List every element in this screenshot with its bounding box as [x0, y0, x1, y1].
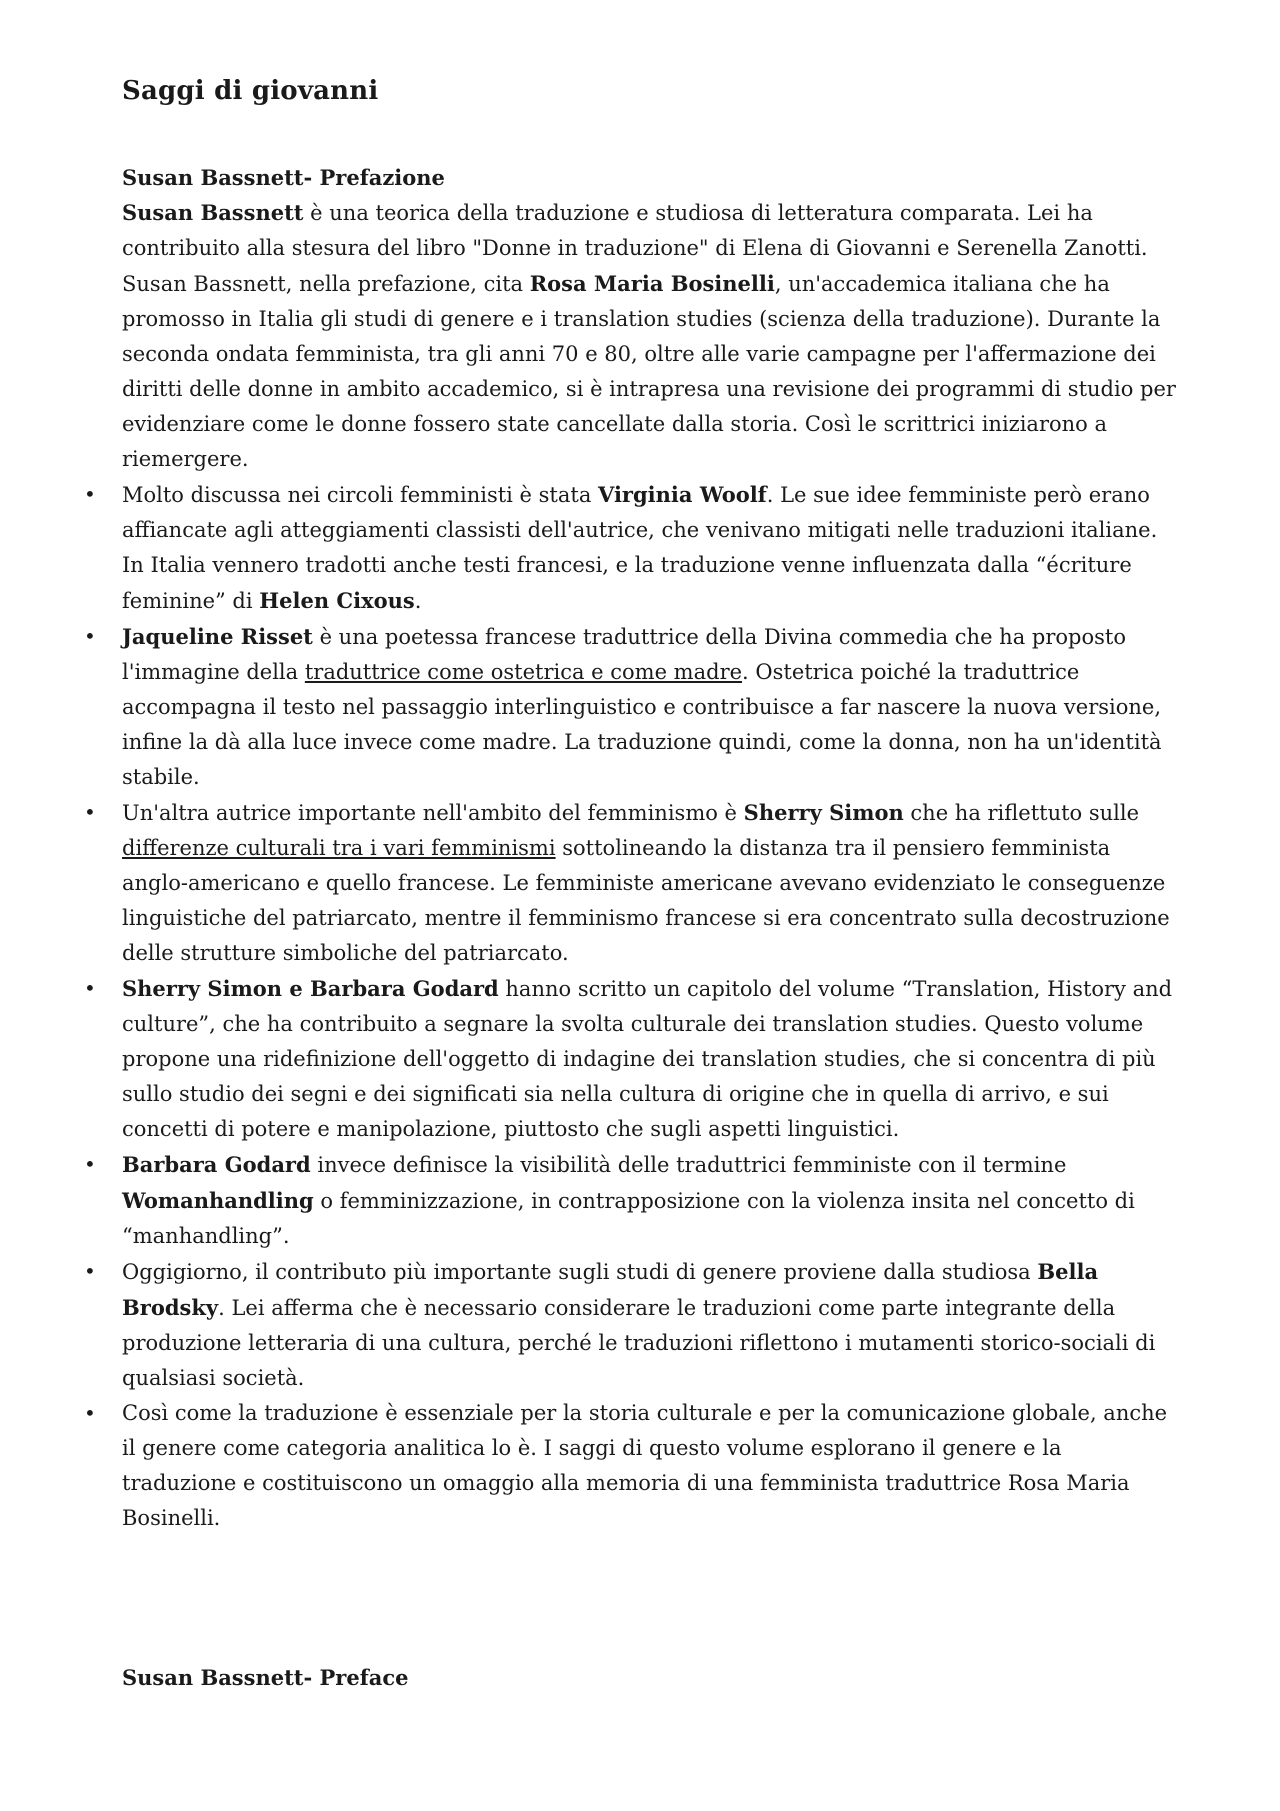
bold-term: Womanhandling: [122, 1188, 314, 1213]
item-text: .: [414, 589, 422, 613]
list-item: [84, 971, 1182, 1147]
bold-name: Barbara Godard: [122, 1152, 311, 1177]
bullet-icon: •: [84, 1259, 96, 1283]
bullet-icon: •: [84, 482, 96, 506]
item-text: Oggigiorno, il contributo più importante sugli studi di genere proviene dalla studiosa: [122, 1260, 1038, 1284]
item-text: Un'altra autrice importante nell'ambito del femminismo è: [122, 801, 744, 825]
second-section-heading: Susan Bassnett- Preface: [122, 1665, 409, 1690]
list-item: [84, 1254, 1182, 1396]
bold-name: Jaqueline Risset: [122, 624, 313, 649]
item-text: Molto discussa nei circoli femministi è stata: [122, 483, 599, 507]
bullet-icon: •: [84, 1401, 96, 1425]
item-text: hanno scritto un capitolo del volume “Translation, History and culture”, che ha contribuito a segnare la svolta culturale dei translation studies. Questo volume propone una ridefinizione dell'oggetto di indagine dei translation studies, che si concentra di più sullo studio dei segni e dei significati sia nella cultura di origine che in quella di arrivo, e sui concetti di potere e manipolazione, piuttosto che sugli aspetti linguistici.: [122, 977, 1173, 1141]
item-text: Così come la traduzione è essenziale per la storia culturale e per la comunicazione globale, anche il genere come categoria analitica lo è. I saggi di questo volume esplorano il genere e la traduzione e costituiscono un omaggio alla memoria di una femminista traduttrice Rosa Maria Bosinelli.: [122, 1401, 1168, 1530]
paragraph-text: Susan Bassnett, nella prefazione, cita: [122, 272, 530, 296]
item-text: è una poetessa francese traduttrice della Divina commedia che ha proposto l'immagine della: [122, 625, 1126, 684]
item-text: . Lei afferma che è necessario considerare le traduzioni come parte integrante della produzione letteraria di una cultura, perché le traduzioni riflettono i mutamenti storico-sociali di qualsiasi società.: [122, 1296, 1156, 1390]
bold-name: Sherry Simon: [743, 800, 904, 825]
paragraph-text: , un'accademica italiana che ha promosso in Italia gli studi di genere e i translation studies (scienza della traduzione). Durante la seconda ondata femminista, tra gli anni 70 e 80, oltre alle varie campagne per l'affermazione dei diritti delle donne in ambito accademico, si è intrapresa una revisione dei programmi di studio per evidenziare come le donne fossero state cancellate dalla storia. Così le scrittrici iniziarono a riemergere.: [122, 272, 1176, 471]
section-heading: Susan Bassnett- Prefazione: [122, 165, 445, 190]
paragraph-text: è una teorica della traduzione e studiosa di letteratura comparata. Lei ha contribuito alla stesura del libro "Donne in traduzione" di Elena di Giovanni e Serenella Zanotti.: [122, 201, 1148, 260]
item-text: o femminizzazione, in contrapposizione con la violenza insita nel concetto di “manhandling”.: [122, 1189, 1135, 1248]
intro-paragraph-2: [122, 266, 1182, 477]
document-body: [84, 160, 1182, 1536]
bullet-list: [84, 477, 1182, 1536]
list-item: [84, 1396, 1182, 1536]
bullet-icon: •: [84, 1152, 96, 1176]
list-item: [84, 477, 1182, 619]
list-item: [84, 795, 1182, 971]
page-title: Saggi di giovanni: [122, 76, 379, 106]
item-text: invece definisce la visibilità delle traduttrici femministe con il termine: [310, 1153, 1067, 1177]
bullet-icon: •: [84, 624, 96, 648]
list-item: [84, 619, 1182, 795]
underlined-phrase: differenze culturali tra i vari femminismi: [122, 836, 556, 860]
item-text: che ha riflettuto sulle: [903, 801, 1140, 825]
bold-name: Susan Bassnett: [122, 200, 304, 225]
list-item: [84, 1147, 1182, 1254]
bold-name: Bella Brodsky: [122, 1259, 1099, 1320]
item-text: . Ostetrica poiché la traduttrice accompagna il testo nel passaggio interlinguistico e contribuisce a far nascere la nuova versione, infine la dà alla luce invece come madre. La traduzione quindi, come la donna, non ha un'identità stabile.: [122, 660, 1162, 789]
bold-name: Helen Cixous: [259, 588, 415, 613]
item-text: sottolineando la distanza tra il pensiero femminista anglo-americano e quello francese. Le femministe americane avevano evidenziato le conseguenze linguistiche del patriarcato, mentre il femminismo francese si era concentrato sulla decostruzione delle strutture simboliche del patriarcato.: [122, 836, 1170, 965]
intro-paragraph-1: [122, 195, 1182, 266]
underlined-phrase: traduttrice come ostetrica e come madre: [304, 660, 743, 684]
item-text: . Le sue idee femministe però erano affiancate agli atteggiamenti classisti dell'autrice, che venivano mitigati nelle traduzioni italiane. In Italia vennero tradotti anche testi francesi, e la traduzione venne influenzata dalla “écriture feminine” di: [122, 483, 1158, 613]
bullet-icon: •: [84, 976, 96, 1000]
bold-name: Rosa Maria Bosinelli: [529, 271, 775, 296]
bold-name: Sherry Simon e Barbara Godard: [122, 976, 499, 1001]
bold-name: Virginia Woolf: [598, 482, 767, 507]
bullet-icon: •: [84, 800, 96, 824]
